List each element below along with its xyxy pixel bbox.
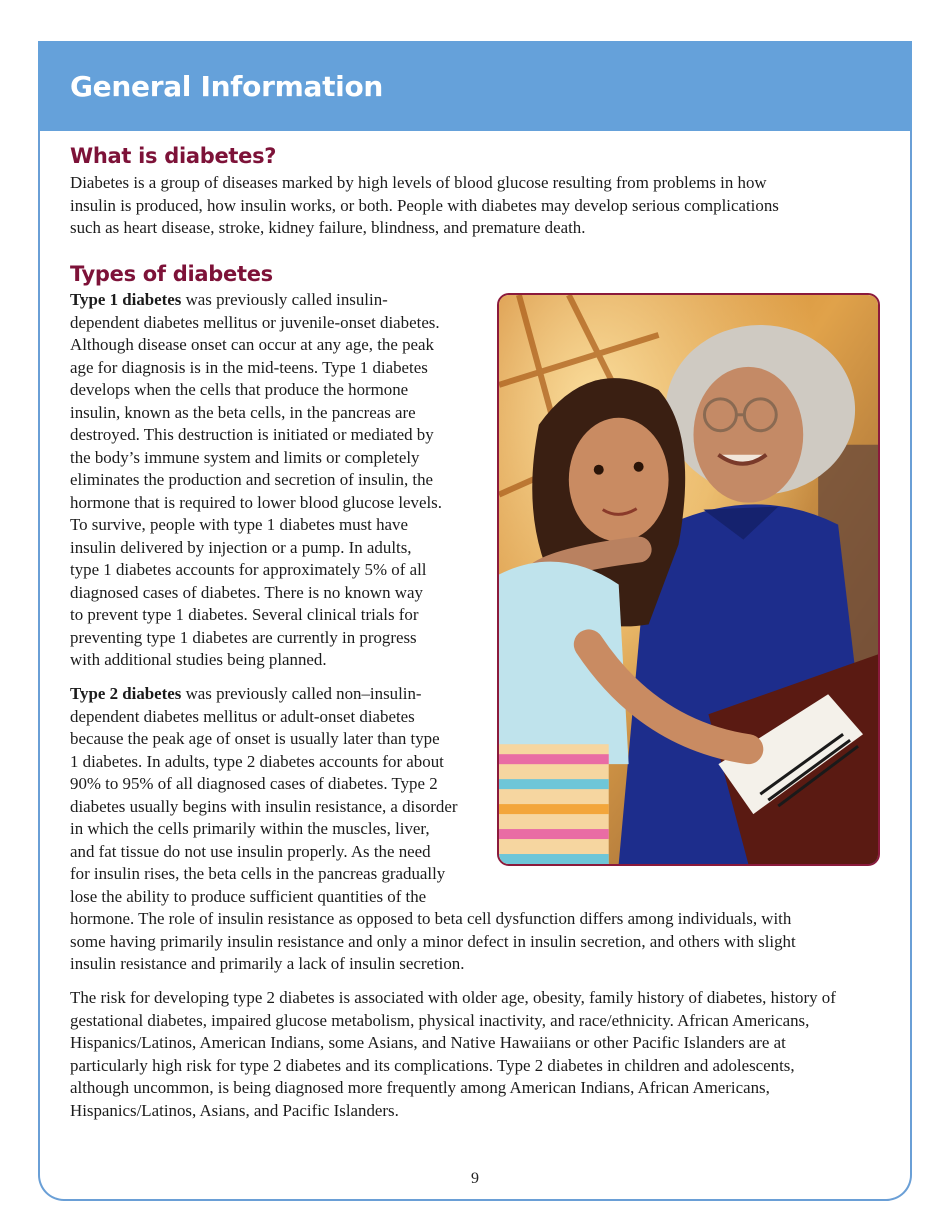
text-line: insulin is produced, how insulin works, or both. People with diabetes may develop serious complications (70, 195, 779, 215)
text-line: with additional studies being planned. (70, 650, 327, 669)
photo-grandmother-and-girl-at-piano (497, 293, 880, 866)
what-is-diabetes-heading: What is diabetes? (70, 144, 277, 168)
type1-term: Type 1 diabetes (70, 290, 182, 309)
text-line: because the peak age of onset is usually later than type (70, 729, 440, 748)
text-line: insulin delivered by injection or a pump. In adults, (70, 537, 412, 557)
type2-first-line: was previously called non–insulin- (181, 684, 422, 703)
text-line: insulin resistance and primarily a lack of insulin secretion. (70, 954, 465, 973)
text-line: hormone. The role of insulin resistance as opposed to beta cell dysfunction differs among individuals, with (70, 909, 792, 928)
type2-term: Type 2 diabetes (70, 684, 182, 703)
text-line (70, 289, 442, 312)
text-line: insulin, known as the beta cells, in the pancreas are (70, 402, 416, 422)
risk-paragraph (70, 987, 836, 1122)
photo-illustration (499, 295, 878, 864)
page-number: 9 (471, 1170, 479, 1187)
text-line: lose the ability to produce sufficient quantities of the (70, 886, 427, 906)
text-line: 90% to 95% of all diagnosed cases of diabetes. Type 2 (70, 774, 438, 793)
text-line: dependent diabetes mellitus or adult-onset diabetes (70, 706, 415, 726)
type1-first-line: was previously called insulin- (181, 290, 388, 309)
text-line: particularly high risk for type 2 diabetes and its complications. Type 2 diabetes in children and adolescents, (70, 1055, 795, 1075)
text-line: Hispanics/Latinos, Asians, and Pacific Islanders. (70, 1100, 399, 1120)
text-line: and fat tissue do not use insulin properly. As the need (70, 841, 431, 861)
text-line: for insulin rises, the beta cells in the pancreas gradually (70, 864, 446, 883)
text-line: develops when the cells that produce the hormone (70, 380, 409, 399)
text-line: eliminates the production and secretion of insulin, the (70, 470, 434, 489)
text-line: type 1 diabetes accounts for approximately 5% of all (70, 560, 427, 579)
text-line: Hispanics/Latinos, American Indians, some Asians, and Native Hawaiians or other Pacific Islanders are at (70, 1033, 786, 1052)
text-line: such as heart disease, stroke, kidney failure, blindness, and premature death. (70, 218, 586, 237)
page-title: General Information (70, 70, 384, 103)
types-of-diabetes-heading: Types of diabetes (70, 262, 273, 286)
what-is-diabetes-paragraph (70, 172, 779, 240)
text-line: preventing type 1 diabetes are currently in progress (70, 627, 417, 647)
text-line: gestational diabetes, impaired glucose metabolism, physical inactivity, and race/ethnicity. African Americans, (70, 1010, 810, 1030)
text-line: destroyed. This destruction is initiated or mediated by (70, 425, 434, 444)
text-line: to prevent type 1 diabetes. Several clinical trials for (70, 605, 419, 624)
text-line: although uncommon, is being diagnosed more frequently among American Indians, African Americans, (70, 1078, 770, 1097)
text-line: The risk for developing type 2 diabetes is associated with older age, obesity, family history of diabetes, history of (70, 988, 836, 1007)
text-line: To survive, people with type 1 diabetes must have (70, 515, 408, 534)
type1-paragraph (70, 289, 442, 672)
text-line: 1 diabetes. In adults, type 2 diabetes accounts for about (70, 751, 444, 771)
text-line: age for diagnosis is in the mid-teens. Type 1 diabetes (70, 357, 428, 377)
text-line: diagnosed cases of diabetes. There is no known way (70, 582, 423, 602)
text-line: hormone that is required to lower blood glucose levels. (70, 492, 442, 512)
text-line: Although disease onset can occur at any age, the peak (70, 335, 434, 354)
text-line: Diabetes is a group of diseases marked by high levels of blood glucose resulting from problems in how (70, 173, 767, 192)
text-line: diabetes usually begins with insulin resistance, a disorder (70, 796, 458, 816)
text-line: dependent diabetes mellitus or juvenile-onset diabetes. (70, 312, 440, 332)
text-line: in which the cells primarily within the muscles, liver, (70, 819, 430, 838)
text-line: some having primarily insulin resistance and only a minor defect in insulin secretion, and others with slight (70, 931, 796, 951)
text-line: the body’s immune system and limits or completely (70, 447, 420, 467)
